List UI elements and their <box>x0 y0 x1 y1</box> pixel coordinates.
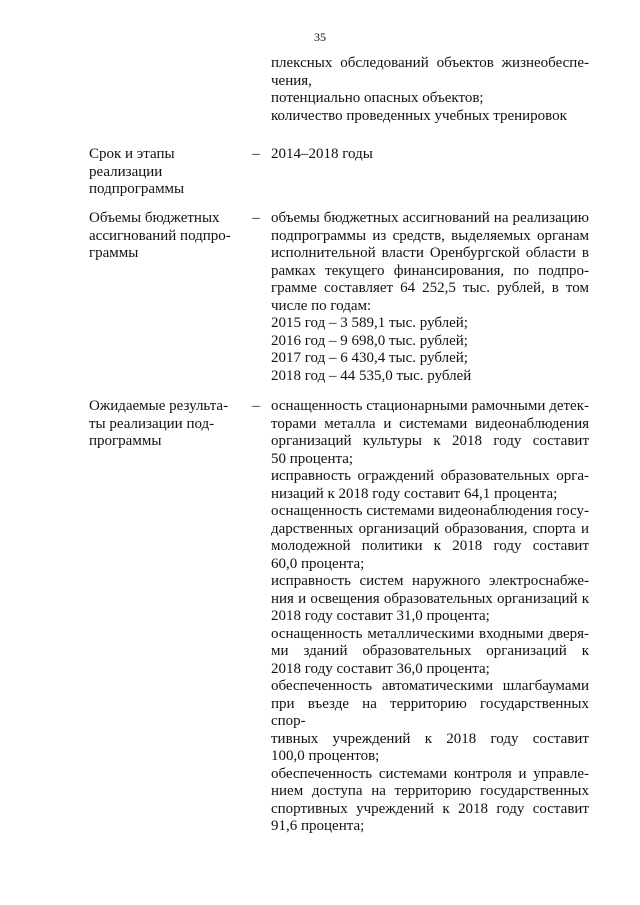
text-line: рамках текущего финансирования, по подпро- <box>271 262 589 279</box>
text-line: подпрограммы из средств, выделяемых органам <box>271 227 589 244</box>
text-line: Объемы бюджетных <box>89 210 220 226</box>
dash-separator: – <box>252 146 260 162</box>
continuation-text <box>271 55 589 125</box>
text-line: оснащенность системами видеонаблюдения госу- <box>271 503 589 519</box>
text-line: обеспеченность системами контроля и управле- <box>271 765 589 782</box>
text-line: объемы бюджетных ассигнований на реализацию <box>271 210 589 226</box>
text-line: дарственных организаций образования, спорта и <box>271 520 589 537</box>
text-line: исправность систем наружного электроснабже- <box>271 573 589 589</box>
text-line: 2017 год – 6 430,4 тыс. рублей; <box>271 350 468 366</box>
section-label <box>89 398 239 451</box>
text-line: низаций к 2018 году составит 64,1 процента; <box>271 485 558 502</box>
section-label <box>89 146 239 199</box>
section-content <box>271 398 589 836</box>
text-line: 2018 год – 44 535,0 тыс. рублей <box>271 367 472 384</box>
text-line: ты реализации под- <box>89 415 215 432</box>
text-line: реализации <box>89 163 163 180</box>
text-line: 50 процента; <box>271 450 354 467</box>
section-label <box>89 210 239 263</box>
text-line: нием доступа на территорию государственных <box>271 783 589 799</box>
text-line: 2018 году составит 36,0 процента; <box>271 660 490 677</box>
text-line: потенциально опасных объектов; <box>271 90 484 106</box>
text-line: организаций культуры к 2018 году составит <box>271 433 589 449</box>
text-line: плексных обследований объектов жизнеобеспе- <box>271 55 589 71</box>
text-line: граммы <box>89 245 139 261</box>
text-line: 2018 году составит 31,0 процента; <box>271 608 490 624</box>
text-line: исправность ограждений образовательных орга- <box>271 468 589 484</box>
text-line: торами металла и системами видеонаблюдения <box>271 415 589 432</box>
text-line: Срок и этапы <box>89 146 175 162</box>
text-line: ассигнований подпро- <box>89 227 231 244</box>
text-line: при въезде на территорию государственных спор- <box>271 695 589 729</box>
dash-separator: – <box>252 210 260 226</box>
text-line: грамме составляет 64 252,5 тыс. рублей, в том <box>271 280 589 296</box>
text-line: количество проведенных учебных тренировок <box>271 107 567 124</box>
text-line: спортивных учреждений к 2018 году составит <box>271 800 589 817</box>
text-line: 60,0 процента; <box>271 555 365 572</box>
text-line: Ожидаемые результа- <box>89 398 229 414</box>
text-line: 2016 год – 9 698,0 тыс. рублей; <box>271 332 468 349</box>
text-line: исполнительной власти Оренбургской области в <box>271 245 589 261</box>
text-line: тивных учреждений к 2018 году составит <box>271 730 589 747</box>
section-content <box>271 146 589 164</box>
text-line: 91,6 процента; <box>271 818 365 834</box>
text-line: оснащенность металлическими входными дверя- <box>271 625 589 642</box>
dash-separator: – <box>252 398 260 414</box>
text-line: 2014–2018 годы <box>271 146 373 162</box>
text-line: программы <box>89 433 162 449</box>
text-line: ния и освещения образовательных организаций к <box>271 590 589 607</box>
text-line: подпрограммы <box>89 181 185 197</box>
section-content <box>271 210 589 385</box>
text-line: обеспеченность автоматическими шлагбаумами <box>271 678 589 694</box>
text-line: 2015 год – 3 589,1 тыс. рублей; <box>271 315 468 331</box>
page-number: 35 <box>314 30 326 44</box>
text-line: молодежной политики к 2018 году составит <box>271 538 589 554</box>
text-line: ми зданий образовательных организаций к <box>271 643 589 659</box>
text-line: 100,0 процентов; <box>271 748 380 764</box>
text-line: числе по годам: <box>271 297 372 314</box>
text-line: чения, <box>271 72 312 89</box>
text-line: оснащенность стационарными рамочными детек- <box>271 398 589 414</box>
